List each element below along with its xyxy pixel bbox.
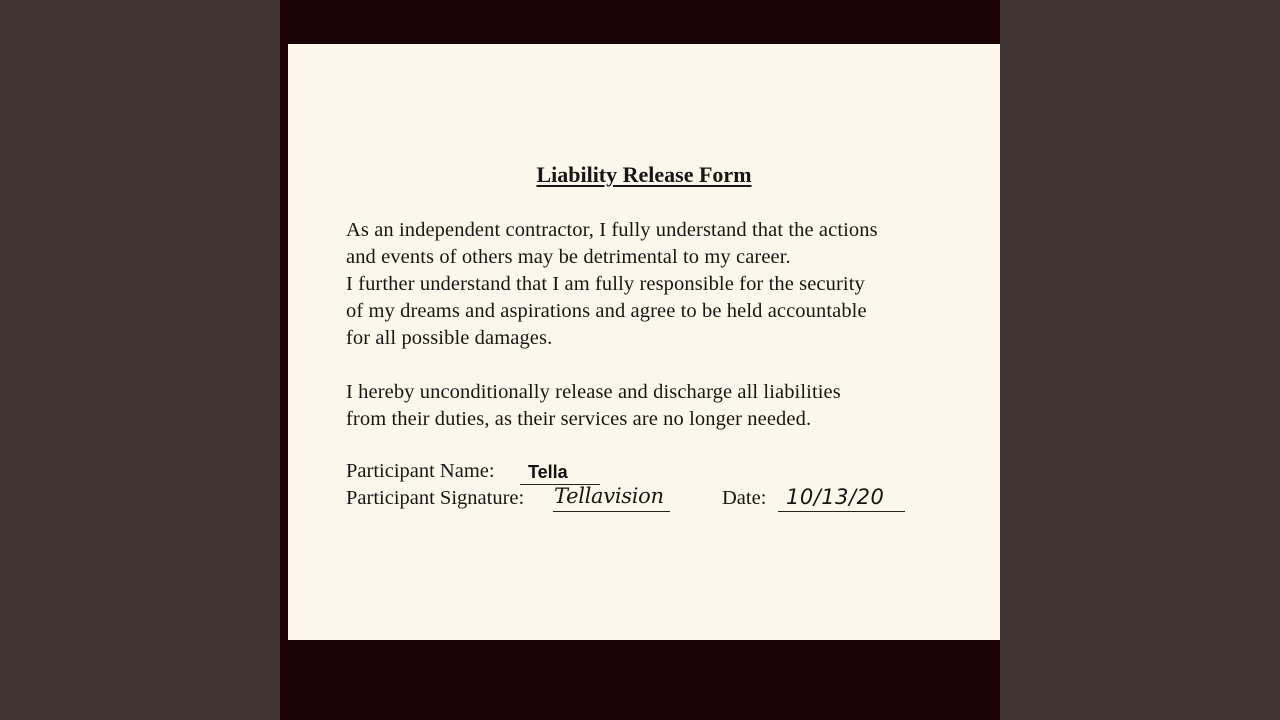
- date-line: [778, 511, 905, 512]
- form-title: Liability Release Form: [536, 162, 752, 187]
- date-label: Date:: [722, 487, 767, 509]
- participant-signature-line: [553, 511, 670, 512]
- participant-name-value: Tella: [528, 462, 568, 482]
- participant-name-label: Participant Name:: [346, 460, 495, 482]
- paragraph-1-line: and events of others may be detrimental to my career.: [346, 246, 791, 268]
- participant-signature-value: Tellavision: [554, 484, 664, 508]
- date-value: 10/13/20: [786, 485, 885, 509]
- paragraph-1-line: of my dreams and aspirations and agree to be held accountable: [346, 300, 867, 322]
- paragraph-1-line: for all possible damages.: [346, 327, 553, 349]
- paragraph-1-line: I further understand that I am fully responsible for the security: [346, 273, 865, 295]
- paragraph-1-line: As an independent contractor, I fully understand that the actions: [346, 219, 878, 241]
- participant-signature-label: Participant Signature:: [346, 487, 525, 509]
- form-paragraph-2: [346, 379, 966, 433]
- release-form-document: [288, 44, 1000, 640]
- form-paragraph-1: [346, 217, 966, 352]
- paragraph-2-line: I hereby unconditionally release and discharge all liabilities: [346, 381, 841, 403]
- paragraph-2-line: from their duties, as their services are no longer needed.: [346, 408, 812, 430]
